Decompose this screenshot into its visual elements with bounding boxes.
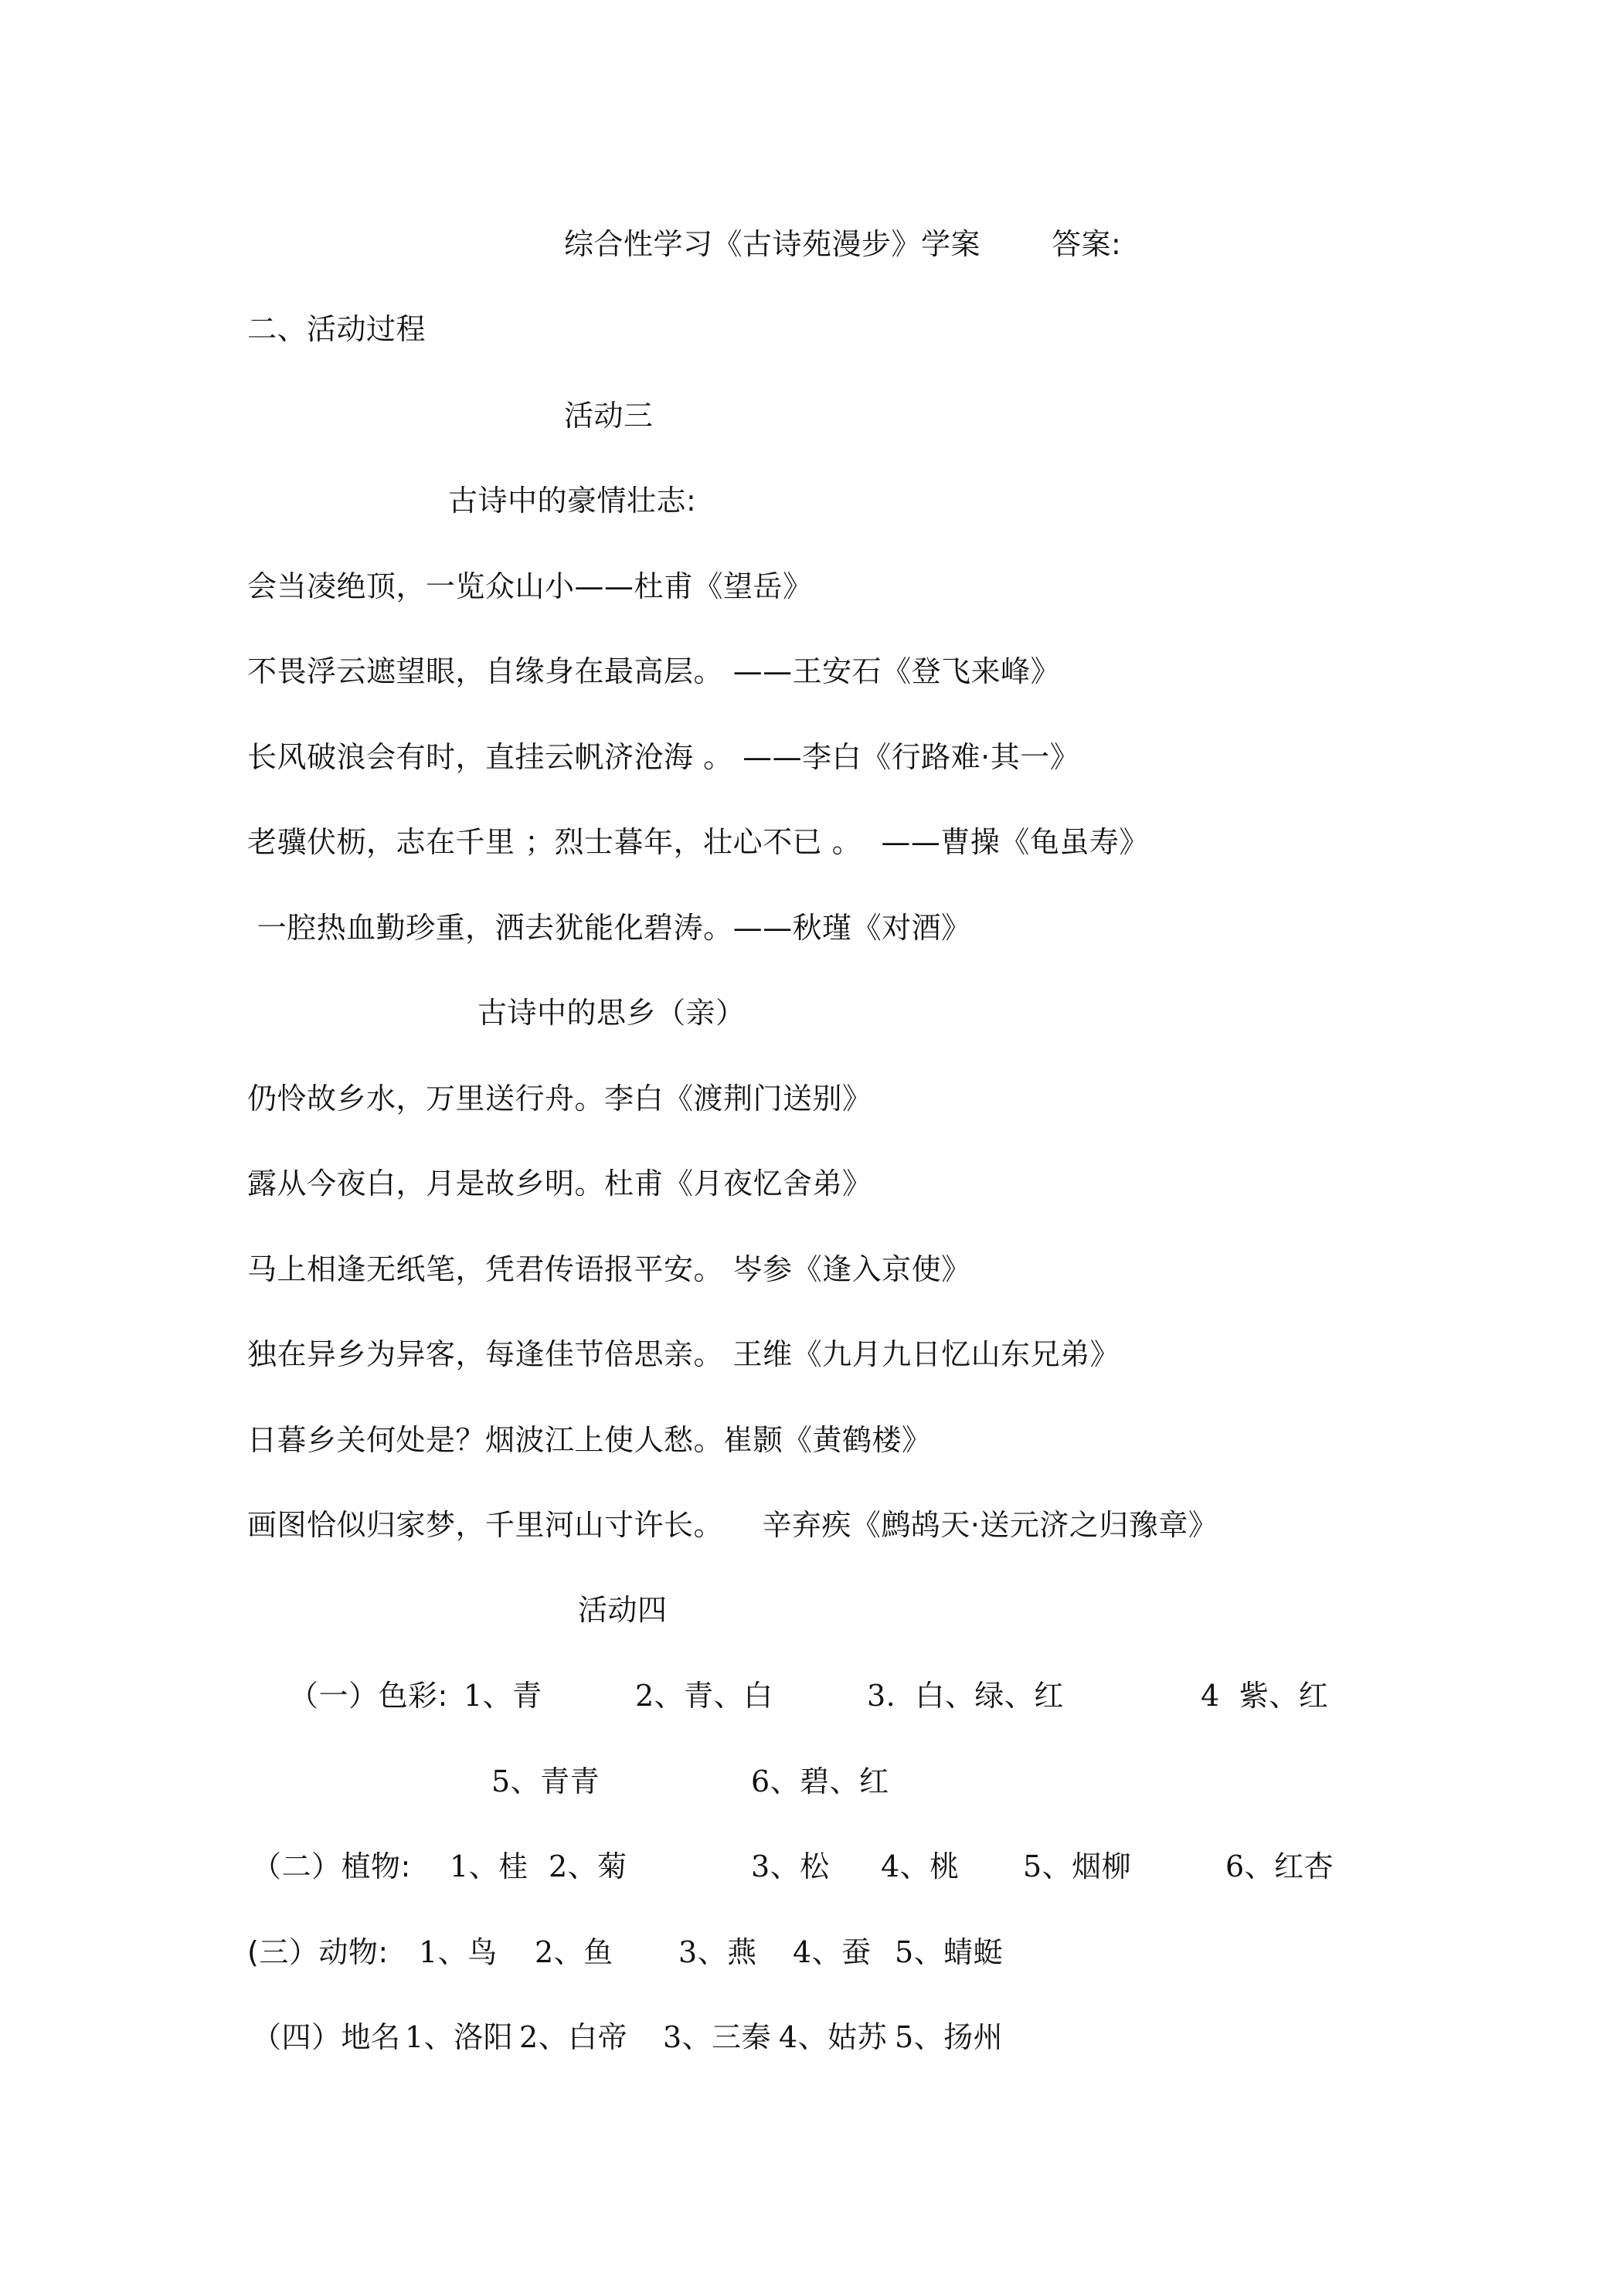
activity-4-heading: 活动四 xyxy=(578,1593,668,1627)
colors-item-4: 4 紫、红 xyxy=(1201,1679,1329,1713)
animals-label: (三）动物: xyxy=(247,1935,389,1969)
plants-item-2: 2、菊 xyxy=(549,1849,627,1883)
plants-item-1: 1、桂 xyxy=(450,1849,528,1883)
colors-item-1: 1、青 xyxy=(464,1679,542,1713)
heroic-heading: 古诗中的豪情壮志: xyxy=(448,484,697,518)
homesick-line-1: 仍怜故乡水，万里送行舟。李白《渡荆门送别》 xyxy=(247,1082,872,1116)
document-title xyxy=(564,224,1121,264)
plants-item-4: 4、桃 xyxy=(881,1849,960,1883)
heroic-line-4: 老骥伏枥，志在千里 ；烈士暮年，壮心不已 。 ——曹操《龟虽寿》 xyxy=(247,825,1149,859)
colors-item-3: 3. 白、绿、红 xyxy=(867,1679,1064,1713)
heroic-line-2: 不畏浮云遮望眼，自缘身在最高层。 ——王安石《登飞来峰》 xyxy=(247,654,1061,688)
animals-item-5: 5、蜻蜓 xyxy=(895,1935,1004,1969)
heroic-line-1: 会当凌绝顶，一览众山小——杜甫《望岳》 xyxy=(247,569,813,603)
places-item-4: 4、姑苏 xyxy=(779,2020,888,2054)
homesick-line-6: 画图恰似归家梦，千里河山寸许长。 辛弃疾《鹧鸪天·送元济之归豫章》 xyxy=(247,1508,1218,1542)
homesick-line-5: 日暮乡关何处是？烟波江上使人愁。崔颢《黄鹤楼》 xyxy=(247,1423,932,1457)
plants-item-6: 6、红杏 xyxy=(1225,1849,1334,1883)
places-item-2: 2、白帝 xyxy=(519,2020,628,2054)
animals-item-2: 2、鱼 xyxy=(535,1935,613,1969)
colors-item-2: 2、青、白 xyxy=(635,1679,773,1713)
places-item-3: 3、三秦 xyxy=(663,2020,772,2054)
places-item-1: 1、洛阳 xyxy=(405,2020,514,2054)
homesick-line-4: 独在异乡为异客，每逢佳节倍思亲。 王维《九月九日忆山东兄弟》 xyxy=(247,1337,1120,1371)
heroic-line-5: 一腔热血勤珍重，洒去犹能化碧涛。——秋瑾《对酒》 xyxy=(247,911,971,945)
colors-label: （一）色彩: xyxy=(289,1679,448,1713)
plants-label: （二）植物: xyxy=(252,1849,411,1883)
section-heading: 二、活动过程 xyxy=(247,312,426,346)
answer-label: 答案: xyxy=(1052,227,1122,261)
title-text: 综合性学习《古诗苑漫步》学案 xyxy=(564,227,981,261)
homesick-line-3: 马上相逢无纸笔，凭君传语报平安。 岑参《逢入京使》 xyxy=(247,1252,971,1286)
places-item-5: 5、扬州 xyxy=(895,2020,1004,2054)
colors-item-6: 6、碧、红 xyxy=(751,1764,889,1798)
homesick-heading: 古诗中的思乡（亲） xyxy=(477,996,746,1030)
places-label: （四）地名 xyxy=(252,2020,401,2054)
animals-item-1: 1、鸟 xyxy=(419,1935,498,1969)
colors-item-5: 5、青青 xyxy=(491,1764,600,1798)
activity-3-heading: 活动三 xyxy=(564,399,654,433)
animals-item-3: 3、燕 xyxy=(678,1935,757,1969)
homesick-line-2: 露从今夜白，月是故乡明。杜甫《月夜忆舍弟》 xyxy=(247,1167,872,1201)
plants-item-3: 3、松 xyxy=(751,1849,830,1883)
heroic-line-3: 长风破浪会有时，直挂云帆济沧海 。 ——李白《行路难·其一》 xyxy=(247,740,1080,774)
animals-item-4: 4、蚕 xyxy=(793,1935,872,1969)
plants-item-5: 5、烟柳 xyxy=(1023,1849,1132,1883)
